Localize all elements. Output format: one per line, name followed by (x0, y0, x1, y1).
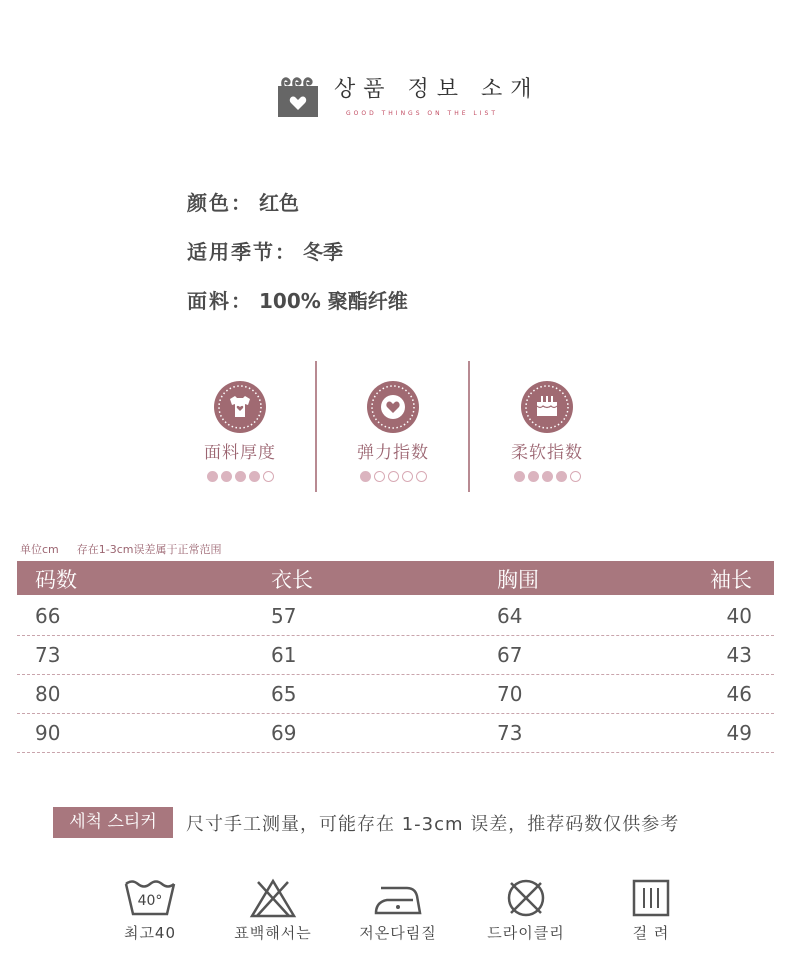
rating-dot-filled (249, 471, 260, 482)
care-label: 드라이클리 (487, 924, 565, 942)
attr-color (187, 187, 299, 216)
table-row (17, 675, 774, 714)
attr-label: 适用季节： (187, 240, 297, 264)
hang-dry-icon (631, 878, 671, 918)
table-cell: 73 (35, 643, 61, 667)
care-label: 최고40 (123, 924, 177, 942)
care-iron-low (353, 878, 443, 943)
feature-thickness (175, 380, 305, 485)
care-wash-40 (105, 878, 195, 943)
rating-dot-filled (514, 471, 525, 482)
divider (468, 361, 470, 492)
wash-40-icon (123, 878, 177, 918)
column-header: 袖长 (710, 568, 752, 592)
rating-dot-filled (235, 471, 246, 482)
table-cell: 66 (35, 604, 61, 628)
rating-dots (482, 471, 612, 485)
no-dryclean-icon (504, 878, 548, 918)
table-cell: 64 (497, 604, 523, 628)
rating-dots (328, 471, 458, 485)
feature-elasticity (328, 380, 458, 485)
rating-dot-filled (542, 471, 553, 482)
column-header: 衣长 (271, 568, 313, 592)
rating-dot-filled (360, 471, 371, 482)
table-cell: 40 (726, 604, 752, 628)
table-cell: 67 (497, 643, 523, 667)
table-cell: 43 (726, 643, 752, 667)
table-cell: 57 (271, 604, 297, 628)
care-label: 표백해서는 (234, 924, 312, 942)
attr-season (187, 236, 343, 265)
attr-value: 100% 聚酯纤维 (259, 289, 408, 313)
feature-label: 面料厚度 (204, 443, 276, 463)
measurement-note: 尺寸手工测量，可能存在 1-3cm 误差，推荐码数仅供参考 (186, 814, 680, 835)
table-cell: 69 (271, 721, 297, 745)
cake-icon (520, 380, 574, 434)
rating-dot-empty (263, 471, 274, 482)
no-bleach-icon (249, 878, 297, 918)
shirt-icon (213, 380, 267, 434)
unit-note: 单位cm (20, 543, 59, 556)
table-row (17, 597, 774, 636)
rating-dot-filled (528, 471, 539, 482)
wash-tag: 세척 스티커 (53, 807, 173, 838)
rating-dots (175, 471, 305, 485)
divider (315, 361, 317, 492)
care-hang-dry (606, 878, 696, 943)
heart-icon (366, 380, 420, 434)
rating-dot-empty (388, 471, 399, 482)
care-label: 걸 려 (632, 924, 670, 942)
attr-value: 红色 (259, 191, 299, 215)
rating-dot-empty (570, 471, 581, 482)
column-header: 码数 (35, 568, 77, 592)
bag-heart-icon (276, 74, 320, 118)
table-cell: 46 (726, 682, 752, 706)
size-table-header (17, 561, 774, 595)
rating-dot-filled (207, 471, 218, 482)
rating-dot-filled (221, 471, 232, 482)
attr-label: 颜色： (187, 191, 253, 215)
table-cell: 80 (35, 682, 61, 706)
attr-value: 冬季 (303, 240, 343, 264)
page-subtitle: GOOD THINGS ON THE LIST (346, 110, 499, 117)
rating-dot-empty (374, 471, 385, 482)
table-cell: 73 (497, 721, 523, 745)
care-no-dryclean (481, 878, 571, 943)
attr-label: 面料： (187, 289, 253, 313)
feature-label: 弹力指数 (357, 443, 429, 463)
table-cell: 61 (271, 643, 297, 667)
table-cell: 65 (271, 682, 297, 706)
rating-dot-empty (402, 471, 413, 482)
table-cell: 90 (35, 721, 61, 745)
column-header: 胸围 (497, 568, 539, 592)
tolerance-note: 存在1-3cm误差属于正常范围 (76, 543, 222, 556)
iron-low-icon (373, 878, 423, 918)
table-cell: 49 (726, 721, 752, 745)
size-note (20, 541, 222, 557)
table-row (17, 714, 774, 753)
rating-dot-empty (416, 471, 427, 482)
attr-fabric (187, 285, 408, 314)
page-title: 상품 정보 소개 (334, 77, 540, 102)
care-no-bleach (228, 878, 318, 943)
care-label: 저온다림질 (359, 924, 437, 942)
wash-temp: 40° (137, 893, 163, 909)
feature-label: 柔软指数 (511, 443, 583, 463)
table-cell: 70 (497, 682, 523, 706)
rating-dot-filled (556, 471, 567, 482)
feature-softness (482, 380, 612, 485)
table-row (17, 636, 774, 675)
